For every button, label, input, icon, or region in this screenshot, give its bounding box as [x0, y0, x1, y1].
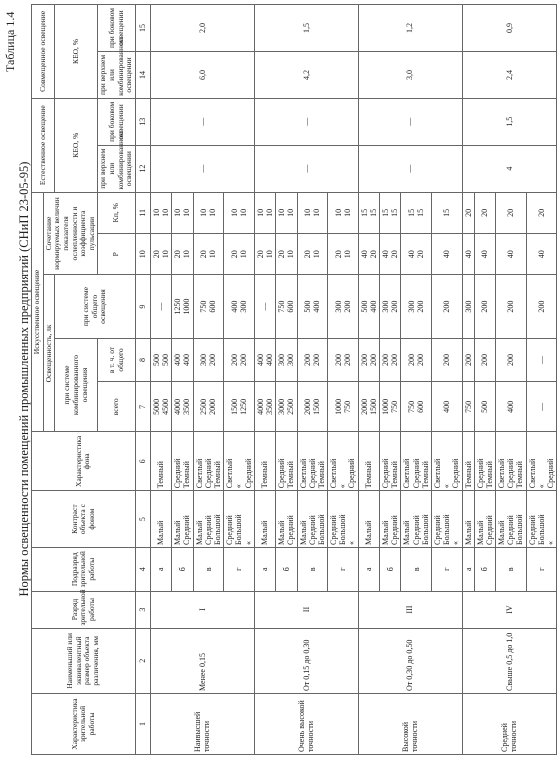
object-size: От 0,15 до 0,30: [254, 628, 358, 693]
keo-natural-side: —: [254, 98, 358, 145]
background-type: Светлый « Средний: [526, 432, 557, 491]
header-keo-combined: КЕО, %: [55, 5, 98, 99]
glare-index: 40: [462, 234, 474, 275]
glare-index: 40: [431, 234, 462, 275]
header-illuminance: Освещенность, лк: [43, 275, 55, 432]
work-rank: I: [150, 591, 254, 628]
keo-combined-top: 2,4: [462, 52, 557, 99]
header-general-system: при системе общего освещения: [55, 275, 136, 338]
illuminance-incl-general: 300 300: [276, 338, 297, 382]
keo-natural-top: —: [254, 145, 358, 192]
object-size: Менее 0,15: [150, 628, 254, 693]
illuminance-general-system: 300: [462, 275, 474, 338]
pulsation-coefficient: 10 10: [328, 192, 359, 233]
work-subrank: г: [526, 547, 557, 591]
glare-index: 40 20: [401, 234, 432, 275]
illuminance-general-system: 200: [431, 275, 462, 338]
background-type: Светлый « Средний: [224, 432, 255, 491]
illuminance-total: 4000 3500: [254, 382, 275, 432]
glare-index: 20 10: [172, 234, 193, 275]
header-comb-top: при верхнем или комбинированном освещении: [98, 52, 136, 99]
work-rank: II: [254, 591, 358, 628]
header-comb-side: при боковом освещении: [98, 5, 136, 52]
background-type: Светлый Средний Темный: [496, 432, 527, 491]
object-contrast: Малый Средний Большой: [401, 491, 432, 548]
work-subrank: г: [328, 547, 359, 591]
pulsation-coefficient: 20: [496, 192, 527, 233]
work-subrank: а: [358, 547, 379, 591]
column-number: 13: [135, 98, 150, 145]
object-contrast: Средний Большой «: [224, 491, 255, 548]
background-type: Светлый Средний Темный: [193, 432, 224, 491]
illuminance-total: 4000 3500: [172, 382, 193, 432]
object-size: От 0,30 до 0,50: [358, 628, 462, 693]
work-subrank: в: [297, 547, 328, 591]
object-contrast: Малый: [254, 491, 275, 548]
pulsation-coefficient: 20: [526, 192, 557, 233]
object-contrast: Малый Средний Большой: [496, 491, 527, 548]
background-type: Средний Темный: [276, 432, 297, 491]
background-type: Средний Темный: [474, 432, 495, 491]
column-number: 4: [135, 547, 150, 591]
column-number: 12: [135, 145, 150, 192]
object-contrast: Малый: [150, 491, 171, 548]
illuminance-general-system: 750 600: [276, 275, 297, 338]
pulsation-coefficient: 10 10: [254, 192, 275, 233]
object-contrast: Малый: [358, 491, 379, 548]
object-size: Свыше 0,5 до 1,0: [462, 628, 557, 693]
background-type: Темный: [462, 432, 474, 491]
glare-index: 40: [526, 234, 557, 275]
work-characteristic: Наивысшей точности: [150, 693, 254, 754]
object-contrast: Средний Большой «: [431, 491, 462, 548]
header-contrast: Контраст объекта с фоном: [32, 491, 136, 548]
illuminance-general-system: —: [254, 275, 275, 338]
background-type: Темный: [150, 432, 171, 491]
illuminance-general-system: 300 200: [328, 275, 359, 338]
work-subrank: в: [496, 547, 527, 591]
illuminance-total: 3000 2500: [276, 382, 297, 432]
illumination-norms-table: [31, 4, 557, 755]
illuminance-total: 750: [462, 382, 474, 432]
pulsation-coefficient: 15: [431, 192, 462, 233]
pulsation-coefficient: 10 10: [276, 192, 297, 233]
header-total: всего: [98, 382, 136, 432]
object-contrast: Малый Средний: [276, 491, 297, 548]
work-rank: III: [358, 591, 462, 628]
work-subrank: г: [431, 547, 462, 591]
pulsation-coefficient: 20: [474, 192, 495, 233]
glare-index: 40: [496, 234, 527, 275]
keo-natural-side: —: [150, 98, 254, 145]
header-p: P: [98, 234, 136, 275]
illuminance-incl-general: 200 200: [358, 338, 379, 382]
work-subrank: б: [172, 547, 193, 591]
keo-combined-top: 3,0: [358, 52, 462, 99]
table-row: [150, 5, 171, 755]
header-nat-side: при боковом освещении: [98, 98, 136, 145]
column-number: 3: [135, 591, 150, 628]
header-subrank: Подразряд зрительной работы: [32, 547, 136, 591]
glare-index: 20 10: [150, 234, 171, 275]
background-type: Темный: [254, 432, 275, 491]
object-contrast: Малый: [462, 491, 474, 548]
pulsation-coefficient: 20: [462, 192, 474, 233]
background-type: Светлый « Средний: [328, 432, 359, 491]
work-subrank: в: [193, 547, 224, 591]
illuminance-total: 750 600: [401, 382, 432, 432]
illuminance-incl-general: 200: [431, 338, 462, 382]
illuminance-general-system: 500 400: [358, 275, 379, 338]
background-type: Светлый « Средний: [431, 432, 462, 491]
work-subrank: б: [380, 547, 401, 591]
illuminance-incl-general: 200: [474, 338, 495, 382]
work-rank: IV: [462, 591, 557, 628]
glare-index: 20 10: [254, 234, 275, 275]
work-characteristic: Очень высокой точности: [254, 693, 358, 754]
illuminance-general-system: 200: [474, 275, 495, 338]
illuminance-incl-general: 200 200: [297, 338, 328, 382]
work-subrank: б: [474, 547, 495, 591]
glare-index: 20 10: [224, 234, 255, 275]
header-natural-lighting: Естественное освещение: [32, 98, 55, 192]
pulsation-coefficient: 15 15: [380, 192, 401, 233]
object-contrast: Малый Средний: [474, 491, 495, 548]
background-type: Средний Темный: [380, 432, 401, 491]
object-contrast: Малый Средний: [172, 491, 193, 548]
keo-natural-top: —: [358, 145, 462, 192]
header-nat-top: при верхнем или комбинированном освещении: [98, 145, 136, 192]
column-number: 6: [135, 432, 150, 491]
column-number: 5: [135, 491, 150, 548]
object-contrast: Малый Средний: [380, 491, 401, 548]
illuminance-total: 400: [431, 382, 462, 432]
table-row: [462, 5, 474, 755]
illuminance-general-system: 750 600: [193, 275, 224, 338]
keo-natural-top: 4: [462, 145, 557, 192]
background-type: Средний Темный: [172, 432, 193, 491]
illuminance-incl-general: 200: [462, 338, 474, 382]
glare-index: 20 10: [276, 234, 297, 275]
keo-combined-top: 4,2: [254, 52, 358, 99]
column-number: 15: [135, 5, 150, 52]
header-glare-pulsation: Сочетание нормируемых величин показателя ослепленности и коэффициента пульсации: [43, 192, 98, 275]
header-artificial-lighting: Искусственное освещение: [32, 192, 44, 432]
illuminance-general-system: 300 200: [401, 275, 432, 338]
pulsation-coefficient: 10 10: [172, 192, 193, 233]
illuminance-incl-general: 400 400: [254, 338, 275, 382]
illuminance-total: 1000 750: [380, 382, 401, 432]
work-subrank: а: [462, 547, 474, 591]
illuminance-general-system: 400 300: [224, 275, 255, 338]
illuminance-general-system: 300 200: [380, 275, 401, 338]
keo-combined-side: 0,9: [462, 5, 557, 52]
header-object-size: Наименьший или эквивалентный размер объекта различения, мм: [32, 628, 136, 693]
illuminance-total: —: [526, 382, 557, 432]
table-row: [254, 5, 275, 755]
object-contrast: Малый Средний Большой: [297, 491, 328, 548]
pulsation-coefficient: 10 10: [224, 192, 255, 233]
work-subrank: в: [401, 547, 432, 591]
background-type: Светлый Средний Темный: [297, 432, 328, 491]
illuminance-incl-general: 200 200: [380, 338, 401, 382]
pulsation-coefficient: 15 15: [401, 192, 432, 233]
illuminance-incl-general: 300 200: [193, 338, 224, 382]
pulsation-coefficient: 10 10: [193, 192, 224, 233]
keo-combined-side: 1,5: [254, 5, 358, 52]
keo-combined-side: 2,0: [150, 5, 254, 52]
illuminance-total: 400: [496, 382, 527, 432]
pulsation-coefficient: 10 10: [297, 192, 328, 233]
glare-index: 40 20: [380, 234, 401, 275]
pulsation-coefficient: 10 10: [150, 192, 171, 233]
column-number: 11: [135, 192, 150, 233]
work-characteristic: Средней точности: [462, 693, 557, 754]
table-number: Таблица 1.4: [3, 11, 17, 72]
header-characteristic: Характеристика зрительной работы: [32, 693, 136, 754]
illuminance-total: 1000 750: [328, 382, 359, 432]
object-contrast: Малый Средний Большой: [193, 491, 224, 548]
keo-combined-top: 6,0: [150, 52, 254, 99]
table-row: [358, 5, 379, 755]
glare-index: 20 10: [297, 234, 328, 275]
illuminance-total: 2500 2000: [193, 382, 224, 432]
illuminance-incl-general: 200 200: [401, 338, 432, 382]
illuminance-total: 2000 1500: [297, 382, 328, 432]
column-number: 10: [135, 234, 150, 275]
column-number: 1: [135, 693, 150, 754]
illuminance-incl-general: 400 400: [172, 338, 193, 382]
column-number: 8: [135, 338, 150, 382]
column-number: 9: [135, 275, 150, 338]
header-combined-lighting: Совмещенное освещение: [32, 5, 55, 99]
keo-natural-side: —: [358, 98, 462, 145]
keo-natural-side: 1,5: [462, 98, 557, 145]
header-incl-general: в т. ч. от общего: [98, 338, 136, 382]
glare-index: 20 10: [328, 234, 359, 275]
illuminance-general-system: 200: [496, 275, 527, 338]
table-title: Нормы освещенности помещений промышленных предприятий (СНиП 23-05-95): [17, 161, 31, 597]
illuminance-incl-general: 200: [496, 338, 527, 382]
header-combined-system: при системе комбинированного освещения: [55, 338, 98, 432]
column-number: 14: [135, 52, 150, 99]
illuminance-total: 2000 1500: [358, 382, 379, 432]
illuminance-incl-general: —: [526, 338, 557, 382]
illuminance-incl-general: 200 200: [224, 338, 255, 382]
background-type: Темный: [358, 432, 379, 491]
pulsation-coefficient: 15 15: [358, 192, 379, 233]
illuminance-incl-general: 500 500: [150, 338, 171, 382]
illuminance-general-system: 1250 1000: [172, 275, 193, 338]
work-subrank: б: [276, 547, 297, 591]
glare-index: 40: [474, 234, 495, 275]
keo-natural-top: —: [150, 145, 254, 192]
illuminance-general-system: 500 400: [297, 275, 328, 338]
work-subrank: а: [254, 547, 275, 591]
glare-index: 40 20: [358, 234, 379, 275]
illuminance-incl-general: 200 200: [328, 338, 359, 382]
work-subrank: а: [150, 547, 171, 591]
column-number: 2: [135, 628, 150, 693]
work-characteristic: Высокой точности: [358, 693, 462, 754]
header-keo-natural: КЕО, %: [55, 98, 98, 192]
illuminance-total: 5000 4500: [150, 382, 171, 432]
illuminance-general-system: —: [150, 275, 171, 338]
illuminance-general-system: 200: [526, 275, 557, 338]
work-subrank: г: [224, 547, 255, 591]
background-type: Светлый Средний Темный: [401, 432, 432, 491]
keo-combined-side: 1,2: [358, 5, 462, 52]
object-contrast: Средний Большой «: [526, 491, 557, 548]
header-rank: Разряд зрительной работы: [32, 591, 136, 628]
glare-index: 20 10: [193, 234, 224, 275]
object-contrast: Средний Большой «: [328, 491, 359, 548]
header-background: Характеристика фона: [32, 432, 136, 491]
column-number: 7: [135, 382, 150, 432]
illuminance-total: 1500 1250: [224, 382, 255, 432]
header-kp: Kп, %: [98, 192, 136, 233]
illuminance-total: 500: [474, 382, 495, 432]
